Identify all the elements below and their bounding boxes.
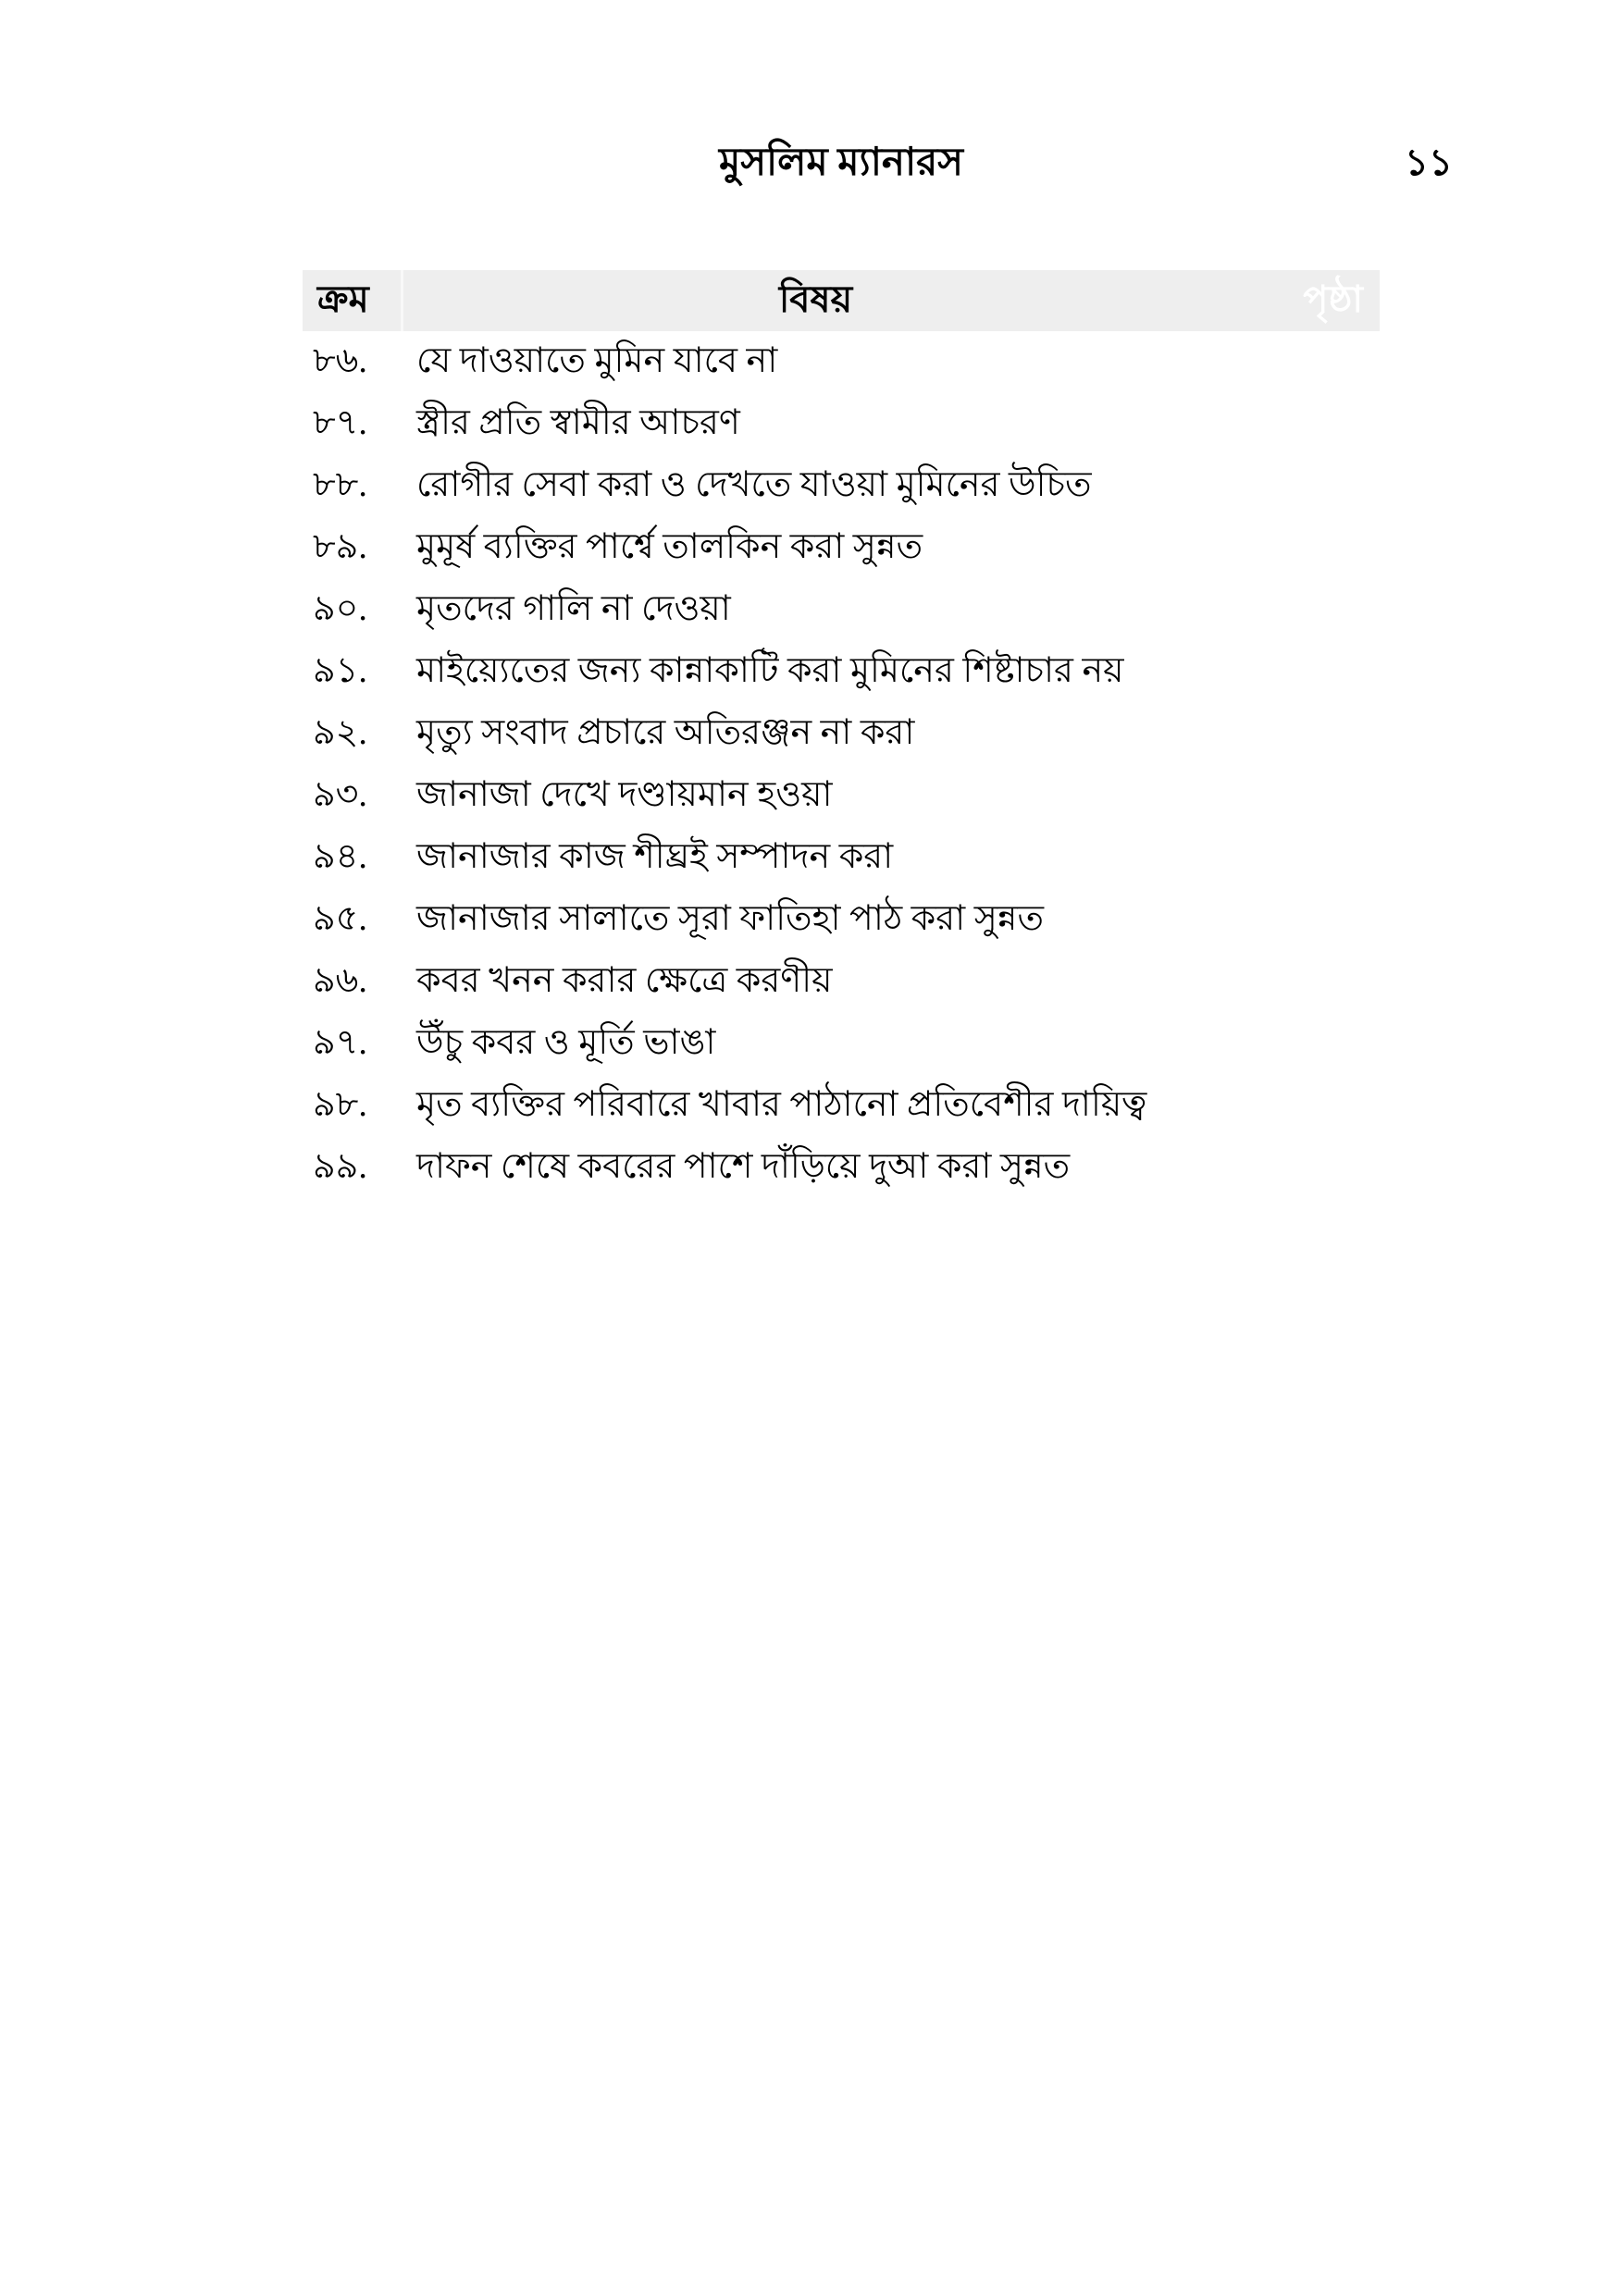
toc-header-page: পৃষ্ঠা bbox=[1303, 278, 1363, 320]
table-row bbox=[303, 889, 1380, 951]
toc-rows bbox=[303, 331, 1380, 1199]
row-serial: ৯৮. bbox=[313, 1084, 367, 1124]
table-row bbox=[303, 1137, 1380, 1199]
row-subject: স্ত্রীর প্রতি স্বামীর আচরণ bbox=[416, 402, 740, 442]
table-row bbox=[303, 517, 1380, 579]
running-header bbox=[303, 137, 1380, 189]
table-row bbox=[303, 1013, 1380, 1075]
toc-header-band bbox=[303, 270, 1380, 331]
row-subject: দাফন শেষে কবরের পাশে দাঁড়িয়ে দুআ করা সুন্নত bbox=[416, 1146, 1071, 1186]
table-row bbox=[303, 641, 1380, 703]
row-serial: ৯৪. bbox=[313, 836, 367, 876]
row-subject: মৃত্যু সংবাদ প্রচারে অতিরঞ্জন না করা bbox=[416, 712, 915, 752]
table-row bbox=[303, 455, 1380, 517]
row-subject: রোগীর সেবা করা ও দেখতে যাওয়া মুমিনের উচিত bbox=[416, 464, 1092, 504]
table-row bbox=[303, 393, 1380, 455]
row-serial: ৯০. bbox=[313, 588, 367, 628]
row-serial: ৮৯. bbox=[313, 526, 367, 566]
table-row bbox=[303, 827, 1380, 889]
row-subject: কবর খনন করার ক্ষেত্রে করণীয় bbox=[416, 960, 833, 1000]
row-serial: ৮৮. bbox=[313, 464, 367, 504]
row-serial: ৯৫. bbox=[313, 898, 367, 938]
row-serial: ৮৭. bbox=[313, 402, 367, 442]
row-subject: যে দাওয়াতে মুমিন যাবে না bbox=[416, 340, 778, 380]
row-serial: ৯২. bbox=[313, 712, 367, 752]
table-row bbox=[303, 951, 1380, 1013]
row-serial: ৯৭. bbox=[313, 1022, 367, 1062]
table-row bbox=[303, 1075, 1380, 1137]
row-serial: ৯৯. bbox=[313, 1146, 367, 1186]
table-row bbox=[303, 331, 1380, 393]
toc-header-subject: বিষয় bbox=[778, 278, 853, 320]
row-serial: ৯১. bbox=[313, 650, 367, 690]
toc-header-serial: ক্রম bbox=[317, 278, 369, 320]
page-title: মুসলিম ম্যানারস bbox=[719, 142, 963, 184]
row-subject: মাইয়্যেতের জন্য কান্নাকাটি করা মুমিনের শিষ্টাচার নয় bbox=[416, 650, 1124, 690]
row-subject: জানাজার কাজ শীঘ্রই সম্পাদন করা bbox=[416, 836, 894, 876]
row-subject: জানাজা দেখে দণ্ডায়মান হওয়া bbox=[416, 774, 833, 814]
table-row bbox=[303, 579, 1380, 641]
row-serial: ৮৬. bbox=[313, 340, 367, 380]
page-number: ১১ bbox=[1405, 142, 1453, 183]
row-subject: মৃতদের গালি না দেওয়া bbox=[416, 588, 731, 628]
row-subject: জানাজার সালাতে সূরা ফাতিহা পাঠ করা সুন্নত bbox=[416, 898, 1044, 938]
row-serial: ৯৬. bbox=[313, 960, 367, 1000]
row-subject: মৃত ব্যক্তির পরিবারে খাবার পাঠানো প্রতিবেশীর দায়িত্ব bbox=[416, 1084, 1147, 1124]
table-row bbox=[303, 703, 1380, 765]
table-row bbox=[303, 765, 1380, 827]
row-subject: উঁচু কবর ও মূর্তি ভাঙা bbox=[416, 1022, 716, 1062]
row-subject: মুমূর্ষ ব্যক্তির পার্শ্বে তালকিন করা সুন্নত bbox=[416, 526, 923, 566]
row-serial: ৯৩. bbox=[313, 774, 367, 814]
